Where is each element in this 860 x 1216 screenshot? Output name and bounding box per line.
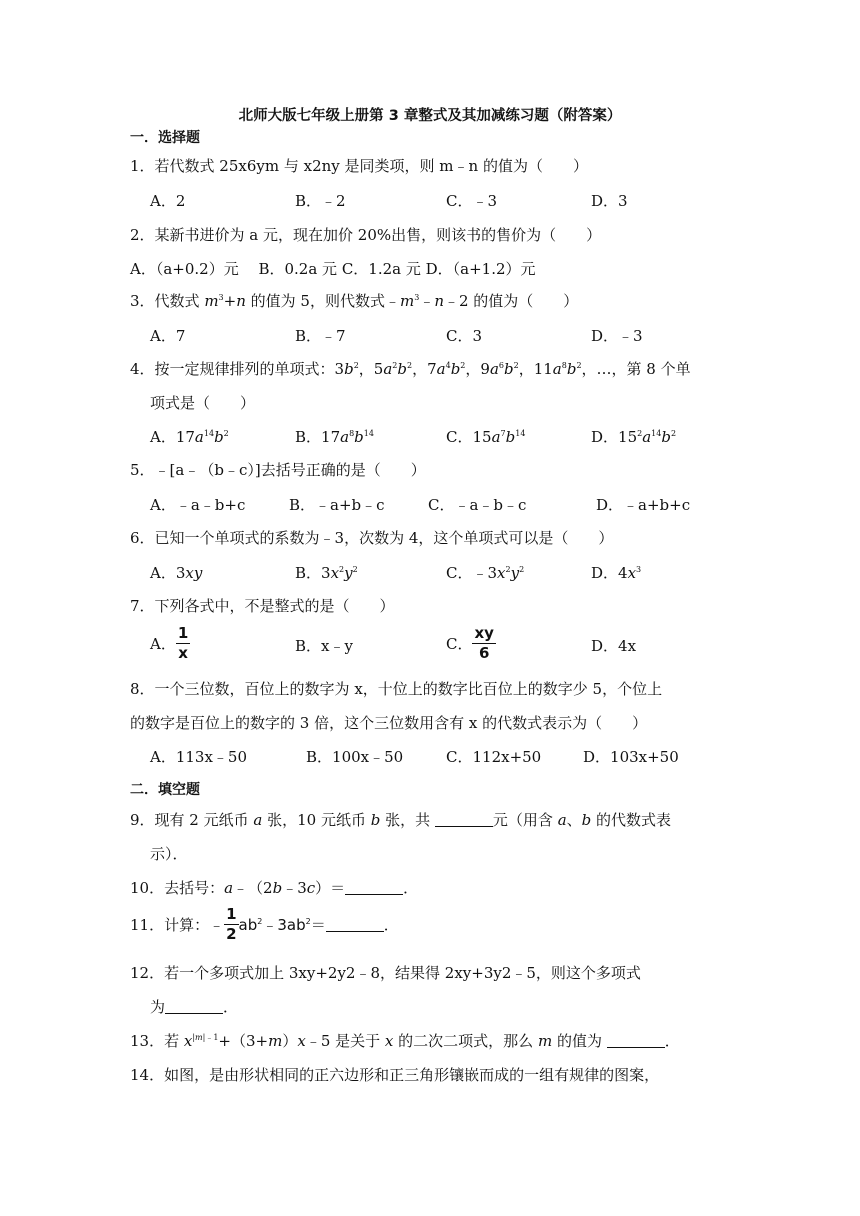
- question-4: 4．按一定规律排列的单项式：$3b^2$，$5a^2b^2$，$7a^4b^2$，$9a^6b^2$，$11a^8b^2$，…，第 8 个单: [130, 360, 691, 378]
- q5-option-c: C．﹣a﹣b﹣c: [428, 496, 527, 514]
- question-9: 9．现有 2 元纸币 a 张，10 元纸币 b 张，共 元（用含 a、b 的代数式表: [130, 811, 672, 829]
- question-8-continued: 的数字是百位上的数字的 3 倍，这个三位数用含有 x 的代数式表示为（ ）: [130, 714, 648, 732]
- q1-option-a: A．2: [150, 192, 186, 210]
- question-12: 12．若一个多项式加上 3xy+2y2﹣8，结果得 2xy+3y2﹣5，则这个多项式: [130, 964, 641, 982]
- q8-option-d: D．103x+50: [583, 748, 679, 766]
- q7-option-b: B．x﹣y: [295, 637, 353, 655]
- q4-option-c: C．$15a^7b^{14}$: [446, 428, 526, 446]
- question-9-continued: 示）．: [150, 845, 188, 863]
- question-5: 5．﹣[a﹣（b﹣c）]去括号正确的是（ ）: [130, 461, 426, 479]
- question-12-continued: 为 ．: [150, 998, 239, 1016]
- answer-blank[interactable]: [345, 880, 403, 895]
- answer-blank[interactable]: [435, 812, 493, 827]
- question-11: 11．计算：﹣ $\frac{1}{2}$ $ab^2﹣3ab^2=$ ．: [130, 905, 399, 943]
- question-13: 13．若 $x^{|m|﹣1}+(3+m)x﹣5$ 是关于 x 的二次二项式，那么 m 的值为 ．: [130, 1032, 680, 1050]
- q7-option-d: D．4x: [591, 637, 637, 655]
- q8-option-a: A．113x﹣50: [150, 748, 248, 766]
- answer-blank[interactable]: [607, 1033, 665, 1048]
- q5-option-d: D．﹣a+b+c: [596, 496, 691, 514]
- q1-option-b: B．﹣2: [295, 192, 346, 210]
- q4-option-a: A．$17a^{14}b^2$: [150, 428, 229, 446]
- q8-option-c: C．112x+50: [446, 748, 542, 766]
- question-7: 7．下列各式中，不是整式的是（ ）: [130, 597, 395, 615]
- q4-option-d: D．$15^2a^{14}b^2$: [591, 428, 677, 446]
- q3-option-a: A．7: [150, 327, 186, 345]
- q6-option-a: A．3xy: [150, 564, 203, 582]
- section-heading-choice: 一．选择题: [130, 130, 200, 146]
- q1-option-c: C．﹣3: [446, 192, 498, 210]
- question-4-continued: 项式是（ ）: [150, 394, 256, 412]
- q6-option-c: C．$﹣3x^2y^2$: [446, 564, 525, 582]
- q3-option-c: C．3: [446, 327, 483, 345]
- document-title: 北师大版七年级上册第 3 章整式及其加减练习题（附答案）: [238, 108, 622, 124]
- q1-option-d: D．3: [591, 192, 628, 210]
- q6-option-b: B．$3x^2y^2$: [295, 564, 358, 582]
- answer-blank[interactable]: [326, 917, 384, 932]
- section-heading-fill: 二．填空题: [130, 782, 200, 798]
- fraction-one-half: $\frac{1}{2}$: [226, 905, 237, 943]
- answer-blank[interactable]: [165, 999, 223, 1014]
- question-2: 2．某新书进价为 a 元，现在加价 20%出售，则该书的售价为（ ）: [130, 226, 602, 244]
- q6-option-d: D．$4x^3$: [591, 564, 642, 582]
- fraction-xy-over-6: $\frac{xy}{6}$: [474, 624, 494, 662]
- question-10: 10．去括号：a﹣（2b﹣3c）＝ ．: [130, 879, 419, 897]
- q3-option-d: D．﹣3: [591, 327, 643, 345]
- q8-option-b: B．100x﹣50: [306, 748, 404, 766]
- question-3: 3．代数式 $m^3+n$ 的值为 5，则代数式$﹣m^3﹣n﹣2$ 的值为（ ）: [130, 292, 579, 310]
- q4-option-b: B．$17a^8b^{14}$: [295, 428, 374, 446]
- question-1: 1．若代数式 25x6ym 与 x2ny 是同类项，则 m﹣n 的值为（ ）: [130, 157, 588, 175]
- question-14: 14．如图，是由形状相同的正六边形和正三角形镶嵌而成的一组有规律的图案，: [130, 1066, 660, 1084]
- q7-option-c: C． $\frac{xy}{6}$: [446, 624, 494, 662]
- question-6: 6．已知一个单项式的系数为﹣3，次数为 4，这个单项式可以是（ ）: [130, 529, 614, 547]
- q2-options: A．（a+0.2）元 B．0.2a 元 C．1.2a 元 D．（a+1.2）元: [130, 260, 536, 278]
- q7-option-a: A． $\frac{1}{x}$: [150, 624, 189, 662]
- fraction-1-over-x: $\frac{1}{x}$: [177, 624, 189, 662]
- question-8: 8．一个三位数，百位上的数字为 x，十位上的数字比百位上的数字少 5，个位上: [130, 680, 663, 698]
- q5-option-a: A．﹣a﹣b+c: [150, 496, 246, 514]
- q5-option-b: B．﹣a+b﹣c: [289, 496, 385, 514]
- q3-option-b: B．﹣7: [295, 327, 346, 345]
